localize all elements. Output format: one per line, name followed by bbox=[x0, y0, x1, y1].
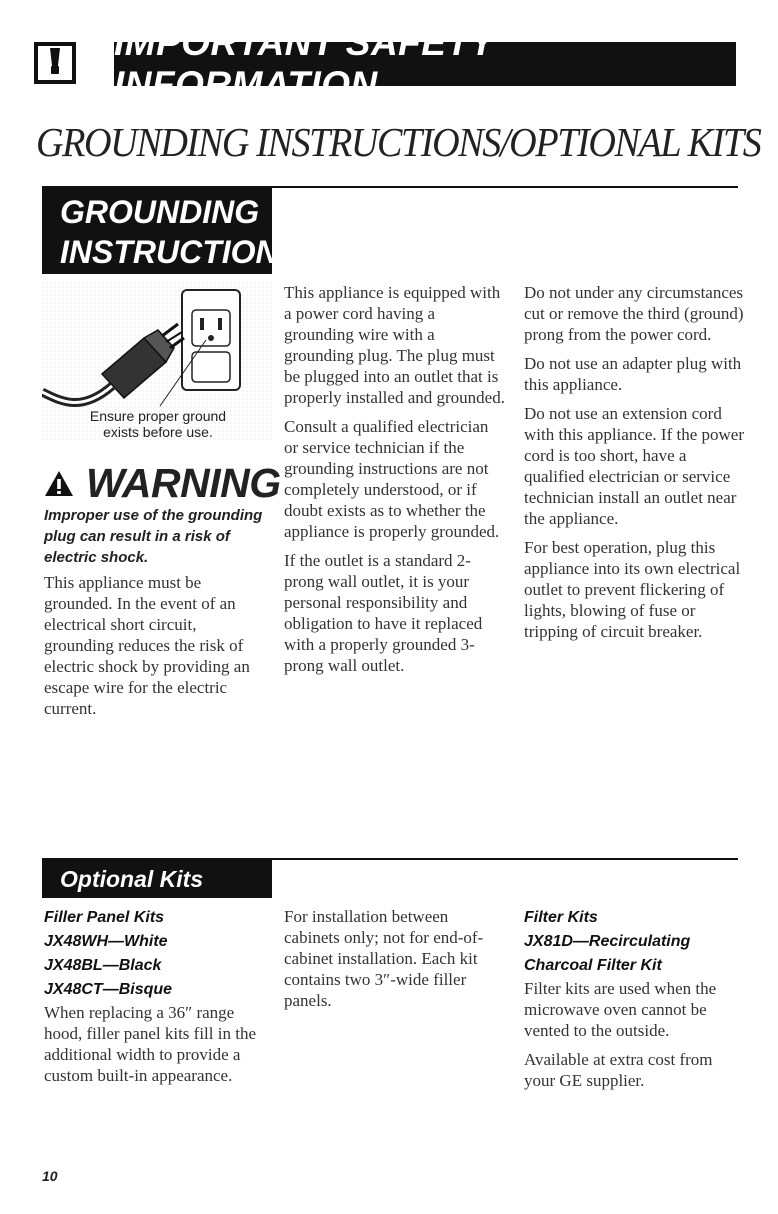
grounding-tab-line1: GROUNDING bbox=[60, 194, 260, 230]
filter-kits-availability: Available at extra cost from your GE supplier. bbox=[524, 1050, 713, 1090]
warning-body: This appliance must be grounded. In the event of an electrical short circuit, grounding reduces the risk of electric shock by providing an escape wire for the electric current. bbox=[44, 573, 250, 718]
warning-subtext: Improper use of the grounding plug can result in a risk of electric shock. bbox=[44, 507, 263, 566]
filter-model: JX81D—Recirculating bbox=[524, 933, 691, 950]
filter-kits-body: Filter kits are used when the microwave oven cannot be vented to the outside. bbox=[524, 979, 717, 1040]
grounding-column-2 bbox=[284, 282, 506, 684]
exclamation-icon bbox=[34, 42, 76, 84]
grounding-tab-line2: INSTRUCTIONS bbox=[60, 234, 300, 270]
optional-kits-column-2 bbox=[284, 906, 506, 1019]
page-number: 10 bbox=[42, 1168, 58, 1184]
warning-word: WARNING bbox=[86, 460, 281, 506]
warning-body-column bbox=[44, 572, 266, 727]
filler-model: JX48WH—White bbox=[44, 933, 168, 950]
grounding-column-3 bbox=[524, 282, 746, 650]
filler-kits-body: When replacing a 36″ range hood, filler panel kits fill in the additional width to provide a custom built-in appearance. bbox=[44, 1003, 256, 1085]
grounding-section-tab bbox=[42, 188, 300, 274]
installation-note: For installation between cabinets only; not for end-of-cabinet installation. Each kit contains two 3″-wide filler panels. bbox=[284, 907, 484, 1010]
page-title: GROUNDING INSTRUCTIONS/OPTIONAL KITS bbox=[36, 119, 761, 165]
grounding-col3-para: Do not use an adapter plug with this appliance. bbox=[524, 354, 742, 394]
grounding-col2-para: Consult a qualified electrician or service technician if the grounding instructions are not completely understood, or if doubt exists as to whether the appliance is properly grounded. bbox=[284, 417, 500, 541]
caption-line1: Ensure proper ground bbox=[89, 408, 227, 424]
warning-triangle-icon bbox=[44, 470, 74, 497]
filter-kits-column bbox=[524, 906, 746, 1099]
optional-kits-section-tab: Optional Kits bbox=[42, 860, 272, 898]
caption-line2: exists before use. bbox=[103, 424, 213, 440]
grounding-col3-para: Do not use an extension cord with this appliance. If the power cord is too short, have a qualified electrician or service technician install an outlet near the appliance. bbox=[524, 404, 744, 528]
grounding-col3-para: For best operation, plug this appliance into its own electrical outlet to prevent flickering of lights, blowing of fuse or tripping of circuit breaker. bbox=[524, 538, 741, 641]
filler-kits-heading: Filler Panel Kits bbox=[44, 909, 165, 926]
filler-kits-column bbox=[44, 906, 266, 1094]
filler-model: JX48CT—Bisque bbox=[44, 981, 173, 998]
safety-banner: IMPORTANT SAFETY INFORMATION bbox=[114, 42, 736, 86]
grounding-col2-para: If the outlet is a standard 2-prong wall outlet, it is your personal responsibility and obligation to have it replaced with a properly grounded 3-prong wall outlet. bbox=[284, 551, 483, 675]
filler-model: JX48BL—Black bbox=[44, 957, 162, 974]
warning-heading bbox=[44, 460, 281, 507]
filter-kits-heading: Filter Kits bbox=[524, 909, 598, 926]
grounding-col3-para: Do not under any circumstances cut or remove the third (ground) prong from the power cord. bbox=[524, 283, 744, 344]
illustration-caption bbox=[42, 408, 274, 440]
grounding-col2-para: This appliance is equipped with a power cord having a grounding wire with a grounding plug. The plug must be plugged into an outlet that is properly installed and grounded. bbox=[284, 283, 505, 407]
filter-model: Charcoal Filter Kit bbox=[524, 957, 662, 974]
